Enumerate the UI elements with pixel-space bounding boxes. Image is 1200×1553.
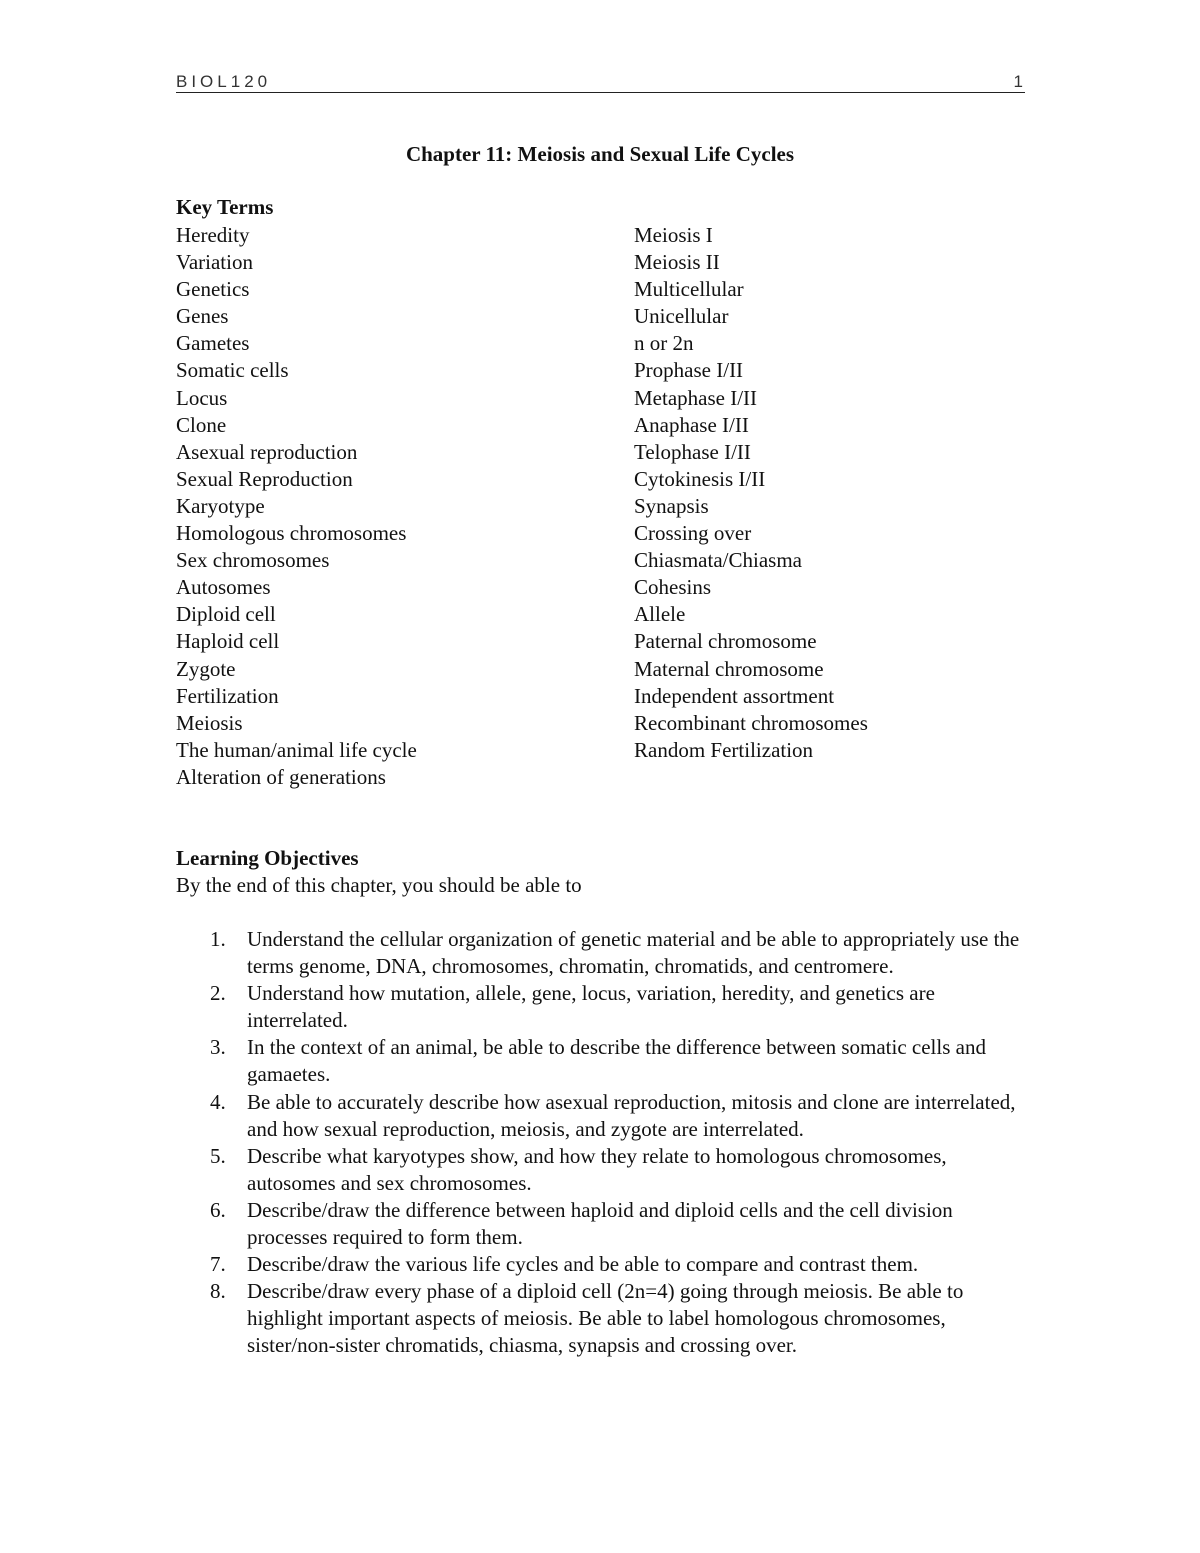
objective-text: Understand how mutation, allele, gene, locus, variation, heredity, and genetics are interrelated. xyxy=(247,981,935,1033)
objective-item xyxy=(176,1251,1036,1278)
page-number: 1 xyxy=(1013,72,1023,91)
key-term: Locus xyxy=(176,385,228,410)
key-term: Clone xyxy=(176,412,227,437)
key-term: Meiosis I xyxy=(634,223,713,247)
key-term: Unicellular xyxy=(634,304,729,329)
objective-number: 8. xyxy=(210,1279,226,1304)
course-code: BIOL120 xyxy=(176,72,272,91)
objective-text: Understand the cellular organization of genetic material and be able to appropriately use the terms genome, DNA, chromosomes, chromatin, chromatids, and centromere. xyxy=(247,927,1020,979)
key-terms-heading: Key Terms xyxy=(176,195,274,219)
key-term: Haploid cell xyxy=(176,629,280,654)
objective-number: 1. xyxy=(210,927,226,951)
objectives-list xyxy=(176,926,1036,1360)
key-term: Zygote xyxy=(176,656,236,681)
key-term: Meiosis II xyxy=(634,250,720,275)
objective-text: Describe/draw every phase of a diploid cell (2n=4) going through meiosis. Be able to highlight important aspects of meiosis. Be able to label homologous chromosomes, sister/non-sister chromatids, chiasma, synapsis and crossing over. xyxy=(247,1279,964,1358)
key-term: Telophase I/II xyxy=(634,439,751,464)
key-terms-right-column xyxy=(634,222,868,764)
key-term: Variation xyxy=(176,250,253,275)
key-term: Heredity xyxy=(176,223,250,247)
objective-item xyxy=(176,1034,1036,1088)
objective-item xyxy=(176,926,1036,980)
objective-number: 3. xyxy=(210,1035,226,1060)
key-term: Cohesins xyxy=(634,575,712,600)
key-term: The human/animal life cycle xyxy=(176,737,417,762)
objective-text: Describe/draw the various life cycles and be able to compare and contrast them. xyxy=(247,1252,919,1277)
key-term: Allele xyxy=(634,602,686,627)
objectives-intro: By the end of this chapter, you should be able to xyxy=(176,873,582,897)
key-term: Anaphase I/II xyxy=(634,412,749,437)
objective-text: In the context of an animal, be able to describe the difference between somatic cells and gamaetes. xyxy=(247,1035,986,1087)
key-terms-left-column xyxy=(176,222,417,791)
key-term: Gametes xyxy=(176,331,250,356)
objective-text: Describe/draw the difference between haploid and diploid cells and the cell division processes required to form them. xyxy=(247,1197,953,1250)
key-term: Recombinant chromosomes xyxy=(634,710,868,735)
key-term: Asexual reproduction xyxy=(176,439,358,464)
key-term: Alteration of generations xyxy=(176,764,386,789)
objective-number: 4. xyxy=(210,1089,226,1114)
chapter-title: Chapter 11: Meiosis and Sexual Life Cycles xyxy=(405,142,795,166)
key-term: Diploid cell xyxy=(176,602,276,627)
objective-item xyxy=(176,1089,1036,1143)
objective-item xyxy=(176,1197,1036,1251)
key-term: n or 2n xyxy=(634,331,694,356)
key-term: Homologous chromosomes xyxy=(176,521,407,546)
key-term: Somatic cells xyxy=(176,358,289,383)
key-term: Cytokinesis I/II xyxy=(634,466,766,491)
objective-item xyxy=(176,1278,1036,1359)
key-term: Karyotype xyxy=(176,493,265,518)
key-term: Genetics xyxy=(176,277,250,302)
key-term: Sexual Reproduction xyxy=(176,466,353,491)
key-term: Independent assortment xyxy=(634,683,835,708)
key-term: Metaphase I/II xyxy=(634,385,758,410)
learning-objectives-heading: Learning Objectives xyxy=(176,846,359,870)
key-term: Prophase I/II xyxy=(634,358,744,383)
key-term: Genes xyxy=(176,304,229,329)
key-term: Maternal chromosome xyxy=(634,656,824,681)
objective-number: 5. xyxy=(210,1143,226,1168)
key-term: Fertilization xyxy=(176,683,279,708)
key-term: Sex chromosomes xyxy=(176,548,330,573)
key-term: Autosomes xyxy=(176,575,271,600)
objective-text: Be able to accurately describe how asexual reproduction, mitosis and clone are interrelated, and how sexual reproduction, meiosis, and zygote are interrelated. xyxy=(247,1089,1016,1141)
key-term: Chiasmata/Chiasma xyxy=(634,548,802,573)
objective-item xyxy=(176,980,1036,1034)
objective-number: 2. xyxy=(210,981,226,1006)
key-term: Multicellular xyxy=(634,277,744,302)
objective-number: 7. xyxy=(210,1252,226,1277)
key-term: Meiosis xyxy=(176,710,243,735)
key-term: Crossing over xyxy=(634,521,752,546)
objective-item xyxy=(176,1143,1036,1197)
key-term: Synapsis xyxy=(634,493,709,518)
page-header xyxy=(176,72,1025,93)
key-term: Random Fertilization xyxy=(634,737,814,762)
objective-text: Describe what karyotypes show, and how they relate to homologous chromosomes, autosomes and sex chromosomes. xyxy=(247,1143,947,1195)
objective-number: 6. xyxy=(210,1197,226,1222)
key-term: Paternal chromosome xyxy=(634,629,817,654)
